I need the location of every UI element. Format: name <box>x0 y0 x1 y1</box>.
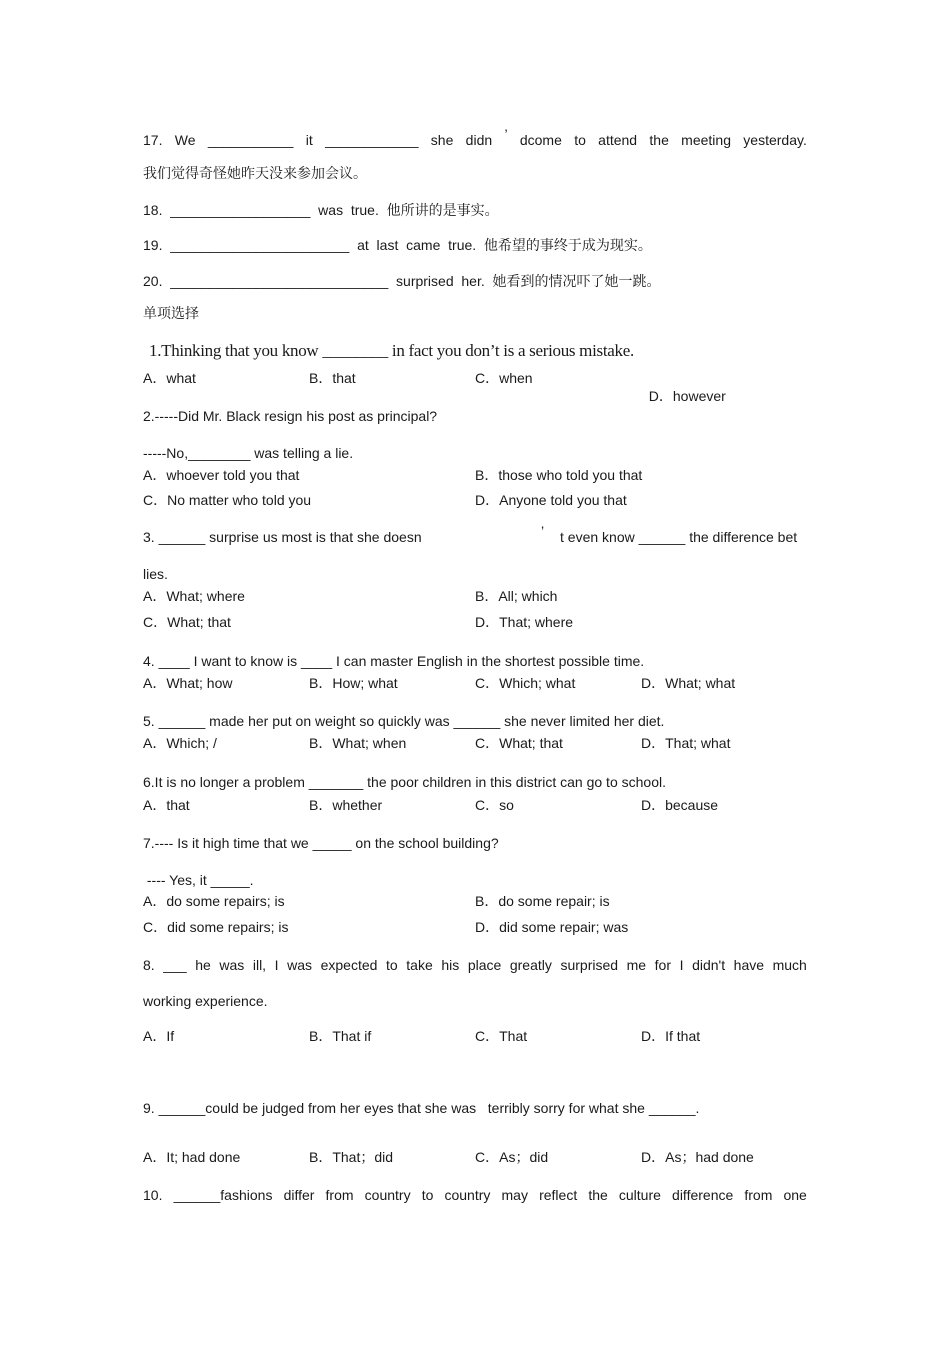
q2-option-a[interactable]: A．whoever told you that <box>143 467 300 483</box>
q3-option-b[interactable]: B．All; which <box>475 588 558 604</box>
q7-option-d[interactable]: D．did some repair; was <box>475 919 629 935</box>
q17-token: she <box>430 132 454 148</box>
q8-token: expected <box>320 957 378 973</box>
q4-option-c[interactable]: C．Which; what <box>475 675 576 691</box>
q8-token: was <box>287 957 313 973</box>
q2-option-b[interactable]: B．those who told you that <box>475 467 643 483</box>
q20-line: 20. ____________________________ surprised her. 她看到的情况吓了她一跳。 <box>143 273 661 289</box>
q3-option-d[interactable]: D．That; where <box>475 614 574 630</box>
q6-option-d[interactable]: D．because <box>641 797 719 813</box>
q1-option-a[interactable]: A．what <box>143 370 196 386</box>
q3-stem-a: 3. ______ surprise us most is that she doesn <box>143 529 422 545</box>
q1-option-b[interactable]: B．that <box>309 370 356 386</box>
q8-token: 8. <box>143 957 155 973</box>
q1-option-d[interactable] <box>641 369 726 405</box>
q8-option-b[interactable]: B．That if <box>309 1028 372 1044</box>
q17-token: ’ <box>504 126 508 142</box>
q7-option-c[interactable]: C．did some repairs; is <box>143 919 289 935</box>
q8-token: have <box>733 957 765 973</box>
q8-token: his <box>441 957 460 973</box>
q10-token: differ <box>283 1187 315 1203</box>
q17-token: to <box>574 132 586 148</box>
q9-stem: 9. ______could be judged from her eyes that she was terribly sorry for what she ______. <box>143 1100 700 1116</box>
q17-token: the <box>649 132 669 148</box>
q8-token: for <box>654 957 672 973</box>
q8-token: ill, <box>252 957 267 973</box>
q8-token: place <box>467 957 502 973</box>
q8-token: take <box>406 957 433 973</box>
q8-token: was <box>219 957 245 973</box>
q8-option-a[interactable]: A．If <box>143 1028 175 1044</box>
q1-option-d-text: D．however <box>648 388 726 404</box>
q8-token: he <box>195 957 211 973</box>
q8-token: me <box>626 957 647 973</box>
q5-option-a[interactable]: A．Which; / <box>143 735 217 751</box>
q8-token: much <box>772 957 807 973</box>
q17-token: attend <box>598 132 638 148</box>
q10-token: from <box>744 1187 773 1203</box>
q8-token: greatly <box>509 957 552 973</box>
q8-token: ___ <box>163 957 187 973</box>
q7-stem-2: ---- Yes, it _____. <box>143 872 254 888</box>
q6-option-b[interactable]: B．whether <box>309 797 383 813</box>
q2-stem-2: -----No,________ was telling a lie. <box>143 445 354 461</box>
q17-chinese: 我们觉得奇怪她昨天没来参加会议。 <box>143 165 367 181</box>
q4-stem: 4. ____ I want to know is ____ I can master English in the shortest possible time. <box>143 653 645 669</box>
q7-stem: 7.---- Is it high time that we _____ on the school building? <box>143 835 499 851</box>
q17-token: dcome <box>519 132 562 148</box>
q6-option-c[interactable]: C．so <box>475 797 514 813</box>
q4-option-a[interactable]: A．What; how <box>143 675 233 691</box>
q8-token: I <box>274 957 279 973</box>
q8-token: surprised <box>560 957 619 973</box>
q8-token: to <box>386 957 398 973</box>
q17-token: ___________ <box>207 132 294 148</box>
q19-line: 19. _______________________ at last came true. 他希望的事终于成为现实。 <box>143 237 652 253</box>
q10-token: country <box>444 1187 491 1203</box>
q17-token: 17. <box>143 132 163 148</box>
q3-option-a[interactable]: A．What; where <box>143 588 245 604</box>
q10-token: one <box>783 1187 807 1203</box>
q10-token: reflect <box>539 1187 578 1203</box>
q5-option-c[interactable]: C．What; that <box>475 735 563 751</box>
q17-token: it <box>305 132 313 148</box>
q10-token: 10. <box>143 1187 163 1203</box>
q17-line <box>143 126 807 149</box>
q4-option-b[interactable]: B．How; what <box>309 675 398 691</box>
q2-option-d[interactable]: D．Anyone told you that <box>475 492 627 508</box>
q10-token: the <box>588 1187 608 1203</box>
q1-stem: 1.Thinking that you know ________ in fact you don’t is a serious mistake. <box>149 341 634 360</box>
q8-token: I <box>679 957 684 973</box>
q1-option-c[interactable]: C．when <box>475 370 533 386</box>
q10-token: ______fashions <box>173 1187 273 1203</box>
q8-token: didn't <box>692 957 726 973</box>
q7-option-b[interactable]: B．do some repair; is <box>475 893 610 909</box>
q17-token: We <box>174 132 196 148</box>
q10-token: culture <box>618 1187 661 1203</box>
q6-option-a[interactable]: A．that <box>143 797 190 813</box>
q10-token: difference <box>672 1187 734 1203</box>
q6-stem: 6.It is no longer a problem _______ the poor children in this district can go to school. <box>143 774 666 790</box>
q9-option-b[interactable]: B．That；did <box>309 1149 394 1165</box>
q8-stem-2: working experience. <box>143 993 268 1009</box>
q2-stem: 2.-----Did Mr. Black resign his post as principal? <box>143 408 438 424</box>
q17-token: ____________ <box>325 132 419 148</box>
q9-option-a[interactable]: A．It; had done <box>143 1149 241 1165</box>
q10-token: from <box>325 1187 354 1203</box>
q17-token: yesterday. <box>743 132 807 148</box>
q9-option-c[interactable]: C．As；did <box>475 1149 549 1165</box>
q4-option-d[interactable]: D．What; what <box>641 675 736 691</box>
q3-stem-c: t even know ______ the difference bet <box>560 529 798 545</box>
q5-stem: 5. ______ made her put on weight so quickly was ______ she never limited her diet. <box>143 713 665 729</box>
q8-option-d[interactable]: D．If that <box>641 1028 701 1044</box>
q18-line: 18. __________________ was true. 他所讲的是事实。 <box>143 202 499 218</box>
section-title: 单项选择 <box>143 305 199 321</box>
q8-option-c[interactable]: C．That <box>475 1028 528 1044</box>
q10-stem <box>143 1186 807 1204</box>
q7-option-a[interactable]: A．do some repairs; is <box>143 893 285 909</box>
q5-option-d[interactable]: D．That; what <box>641 735 731 751</box>
q8-stem <box>143 956 807 974</box>
q10-token: may <box>501 1187 528 1203</box>
q9-option-d[interactable]: D．As；had done <box>641 1149 754 1165</box>
q3-stem-b: ’ <box>541 523 545 539</box>
q10-token: country <box>364 1187 411 1203</box>
q17-token: meeting <box>681 132 731 148</box>
q3-stem-d: lies. <box>143 566 168 582</box>
q2-option-c[interactable]: C．No matter who told you <box>143 492 312 508</box>
q17-token: didn <box>465 132 493 148</box>
q10-token: to <box>421 1187 434 1203</box>
q5-option-b[interactable]: B．What; when <box>309 735 407 751</box>
q3-option-c[interactable]: C．What; that <box>143 614 231 630</box>
